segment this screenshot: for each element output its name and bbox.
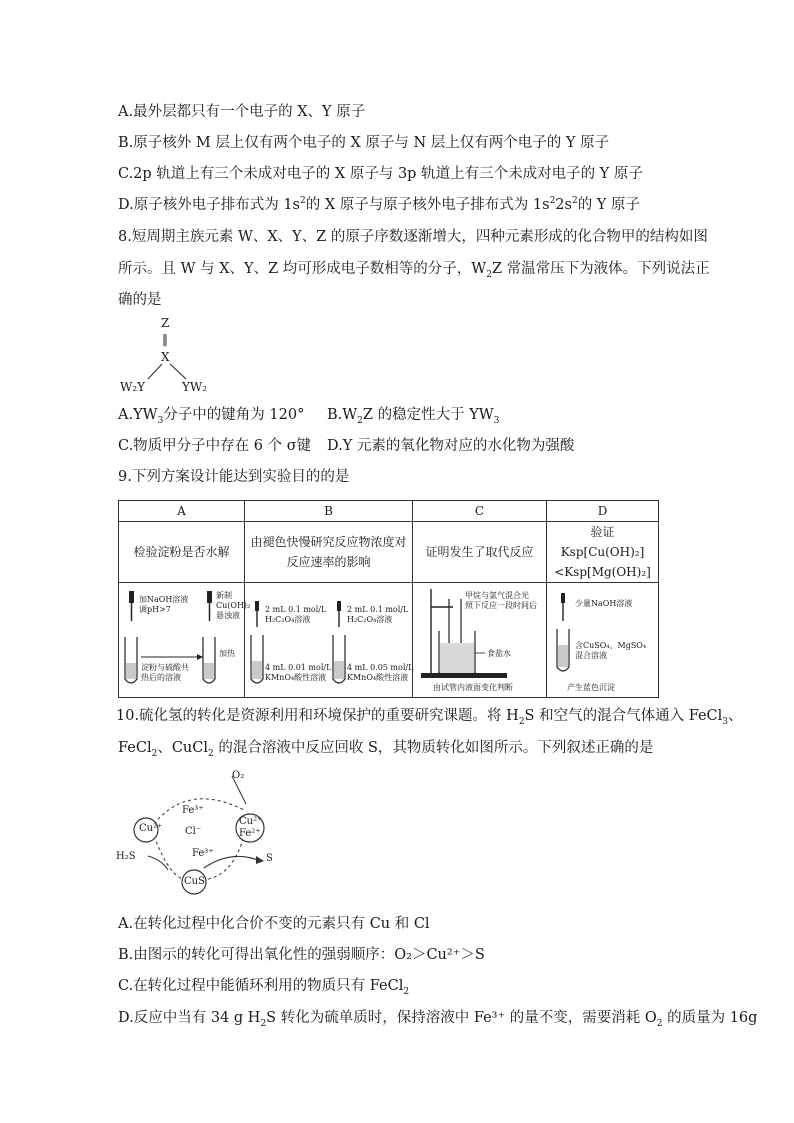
q8-option-a: $A.YW_3$分子中的键角为 120° <box>118 407 305 426</box>
mol-group-left: W₂Y <box>120 380 146 394</box>
q8-stem-line3: 确的是 <box>118 292 162 308</box>
mol-group-right: YW₂ <box>182 380 208 394</box>
aim-d: 验证 Ksp[Cu(OH)₂] <Ksp[Mg(OH)₂] <box>547 522 659 583</box>
mol-double-bond: ‖ <box>162 332 168 346</box>
cycle-cu2: Cu²⁺ <box>139 823 163 834</box>
q7-option-a: A.最外层都只有一个电子的 X、Y 原子 <box>118 104 366 120</box>
cycle-h2s: H₂S <box>116 851 136 862</box>
q10-option-c: C.在转化过程中能循环利用的物质只有 FeCl$_2$ <box>118 978 410 997</box>
q10-stem-line2: FeCl$_2$、CuCl$_2$ 的混合溶液中反应回收 S，其物质转化如图所示。下列叙述正确的是 <box>118 740 654 759</box>
cycle-s: S <box>266 853 273 864</box>
cycle-cus: CuS <box>184 876 205 887</box>
q7-option-c: C.2p 轨道上有三个未成对电子的 X 原子与 3p 轨道上有三个未成对电子的 Y 原子 <box>118 166 643 182</box>
q7-option-b: B.原子核外 M 层上仅有两个电子的 X 原子与 N 层上仅有两个电子的 Y 原子 <box>118 135 610 151</box>
cycle-fe3-top: Fe³⁺ <box>182 805 204 816</box>
apparatus-a: 加NaOH溶液 调pH>7 新制 Cu(OH)₂ 悬浊液 淀粉与硫酸共 热后的溶液 加热 <box>119 583 245 698</box>
apparatus-b: 2 mL 0.1 mol/L H₂C₂O₄溶液 4 mL 0.01 mol/L KMnO₄酸性溶液 2 mL 0.1 mol/L H₂C₂O₄溶液 4 mL 0.05 mol/L KMnO₄酸性溶液 <box>245 583 413 698</box>
header-c: C <box>413 501 547 522</box>
q7-option-d: D.原子核外电子排布式为 $1s^2$的 X 原子与原子核外电子排布式为 $1s^22s^2$的 Y 原子 <box>118 196 640 213</box>
q8-option-c: C.物质甲分子中存在 6 个 σ键 <box>118 438 312 454</box>
q10-option-d: D.反应中当有 34 g $H_2S$ 转化为硫单质时，保持溶液中 Fe³⁺ 的量不变，需要消耗 $O_2$ 的质量为 16g <box>118 1010 758 1029</box>
mol-atom-x: X <box>161 350 170 364</box>
q10-option-b: B.由图示的转化可得出氧化性的强弱顺序：O₂＞Cu²⁺＞S <box>118 947 485 963</box>
apparatus-d: 少量NaOH溶液 含CuSO₄、MgSO₄ 混合溶液 产生蓝色沉淀 <box>547 583 659 698</box>
q8-option-b: $B.W_2Z$ 的稳定性大于 $YW_3$ <box>327 407 500 426</box>
cycle-fe2-right: Fe²⁺ <box>239 828 261 839</box>
aim-a: 检验淀粉是否水解 <box>119 522 245 583</box>
q8-stem-line2: 所示。且 W 与 X、Y、Z 均可形成电子数相等的分子，$W_2Z$ 常温常压下为液体。下列说法正 <box>118 261 710 280</box>
header-d: D <box>547 501 659 522</box>
header-a: A <box>119 501 245 522</box>
q8-stem-line1: 8.短周期主族元素 W、X、Y、Z 的原子序数逐渐增大，四种元素形成的化合物甲的结构如图 <box>118 229 708 245</box>
q10-stem-line1: 10.硫化氢的转化是资源利用和环境保护的重要研究课题。将 $H_2S$ 和空气的混合气体通入 FeCl$_3$、 <box>116 708 743 727</box>
apparatus-c: 甲烷与氯气混合光 照下反应一段时间后 食盐水 由试管内液面变化判断 <box>413 583 547 698</box>
cycle-cu2-right: Cu²⁺ <box>239 816 263 827</box>
cycle-o2: O₂ <box>232 770 245 781</box>
header-b: B <box>245 501 413 522</box>
aim-c: 证明发生了取代反应 <box>413 522 547 583</box>
q8-option-d: D.Y 元素的氧化物对应的水化物为强酸 <box>327 438 575 454</box>
q10-option-a: A.在转化过程中化合价不变的元素只有 Cu 和 Cl <box>118 916 430 932</box>
mol-atom-z: Z <box>161 316 170 330</box>
q9-stem: 9.下列方案设计能达到实验目的的是 <box>118 469 350 485</box>
cycle-cl: Cl⁻ <box>185 826 202 837</box>
aim-b: 由褪色快慢研究反应物浓度对反应速率的影响 <box>245 522 413 583</box>
q9-experiment-table <box>118 500 659 698</box>
cycle-fe3-bottom: Fe³⁺ <box>192 848 214 859</box>
